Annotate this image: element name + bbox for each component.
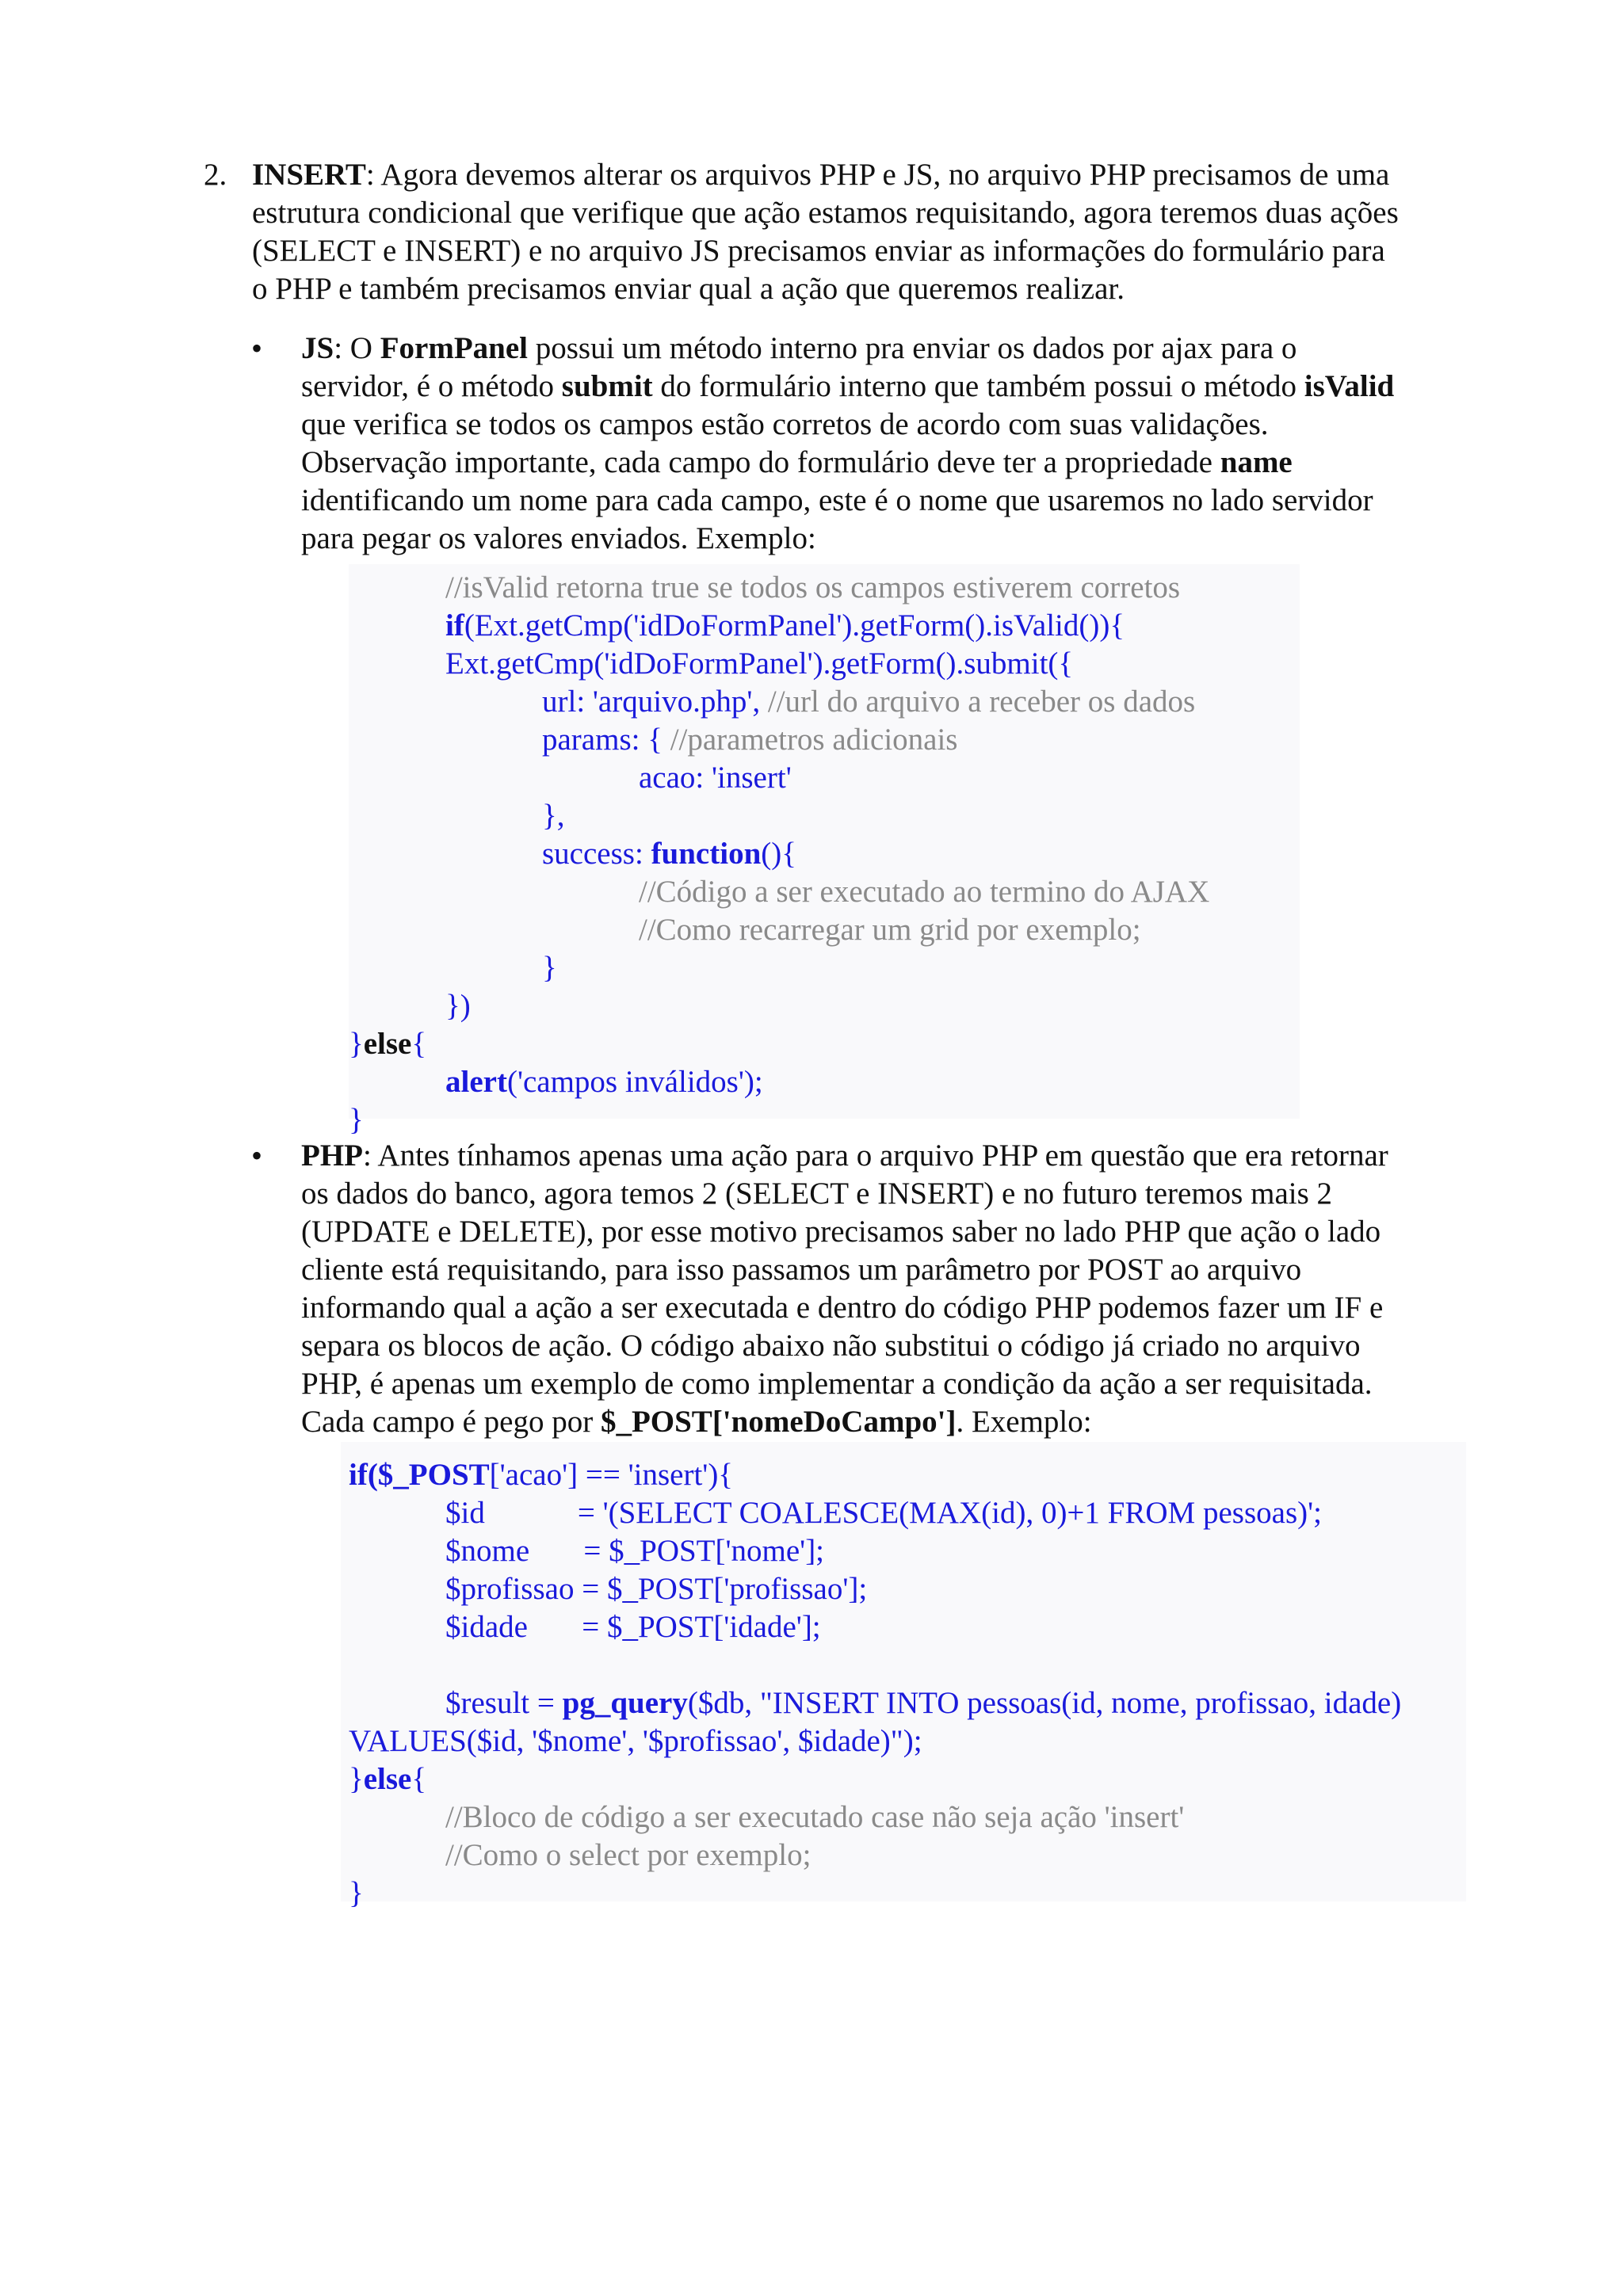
code-line bbox=[542, 721, 957, 759]
code-line: //Como recarregar um grid por exemplo; bbox=[639, 913, 1141, 947]
code-line: $id = '(SELECT COALESCE(MAX(id), 0)+1 FROM pessoas)'; bbox=[445, 1496, 1322, 1530]
text-run-bold: $_POST['nomeDoCampo'] bbox=[600, 1405, 957, 1439]
code-run: } bbox=[349, 1762, 364, 1796]
text-run-bold: submit bbox=[561, 369, 653, 403]
code-run: { bbox=[411, 1027, 427, 1061]
code-line: } bbox=[542, 951, 557, 985]
code-line: } bbox=[349, 1876, 364, 1910]
paragraph-line: os dados do banco, agora temos 2 (SELECT e INSERT) e no futuro teremos mais 2 bbox=[301, 1177, 1333, 1211]
code-line bbox=[542, 683, 1195, 721]
code-line: //Como o select por exemplo; bbox=[445, 1838, 812, 1872]
code-line: //Bloco de código a ser executado case não seja ação 'insert' bbox=[445, 1800, 1185, 1834]
text-run: servidor, é o método bbox=[301, 369, 562, 403]
code-line: acao: 'insert' bbox=[639, 761, 792, 795]
paragraph-line: (UPDATE e DELETE), por esse motivo precisamos saber no lado PHP que ação o lado bbox=[301, 1215, 1381, 1249]
text-run: : Agora devemos alterar os arquivos PHP e JS, no arquivo PHP precisamos de uma bbox=[365, 158, 1390, 192]
code-line: VALUES($id, '$nome', '$profissao', $idade)"); bbox=[349, 1724, 922, 1758]
text-run: possui um método interno pra enviar os dados por ajax para o bbox=[527, 331, 1297, 365]
code-run: { bbox=[411, 1762, 427, 1796]
paragraph-line: o PHP e também precisamos enviar qual a ação que queremos realizar. bbox=[252, 272, 1125, 306]
code-comment: //url do arquivo a receber os dados bbox=[767, 685, 1196, 719]
code-run: url: 'arquivo.php', bbox=[542, 685, 768, 719]
code-keyword: function bbox=[651, 837, 762, 871]
text-run-bold: name bbox=[1220, 445, 1293, 479]
paragraph-line bbox=[301, 444, 1293, 482]
paragraph-line: para pegar os valores enviados. Exemplo: bbox=[301, 521, 816, 555]
paragraph-line: PHP, é apenas um exemplo de como implementar a condição da ação a ser requisitada. bbox=[301, 1367, 1373, 1401]
code-line: }, bbox=[542, 799, 565, 833]
text-run: Cada campo é pego por bbox=[301, 1405, 601, 1439]
code-keyword: pg_query bbox=[562, 1686, 688, 1720]
text-run: . Exemplo: bbox=[956, 1405, 1092, 1439]
bullet-icon: • bbox=[251, 330, 263, 366]
paragraph-line bbox=[301, 1403, 1092, 1441]
code-line: //isValid retorna true se todos os campos estiverem corretos bbox=[445, 570, 1181, 605]
paragraph-line: estrutura condicional que verifique que ação estamos requisitando, agora teremos duas ações bbox=[252, 196, 1399, 230]
text-run: do formulário interno que também possui o método bbox=[652, 369, 1304, 403]
code-line bbox=[445, 1063, 763, 1101]
list-number: 2. bbox=[204, 158, 227, 192]
code-line: $profissao = $_POST['profissao']; bbox=[445, 1572, 868, 1606]
insert-term: INSERT bbox=[252, 158, 366, 192]
code-line bbox=[349, 1760, 426, 1798]
code-line bbox=[542, 835, 796, 873]
php-term: PHP bbox=[301, 1138, 363, 1173]
code-line bbox=[445, 1684, 1401, 1722]
paragraph-line bbox=[301, 330, 1296, 368]
code-keyword: if bbox=[445, 608, 464, 643]
paragraph-line bbox=[301, 1137, 1388, 1175]
paragraph-line: que verifica se todos os campos estão corretos de acordo com suas validações. bbox=[301, 407, 1269, 441]
code-run: (){ bbox=[761, 837, 796, 871]
code-line bbox=[445, 607, 1125, 645]
code-keyword: else bbox=[363, 1762, 412, 1796]
paragraph-line bbox=[301, 368, 1394, 406]
code-comment: //parametros adicionais bbox=[670, 723, 958, 757]
text-run-bold: FormPanel bbox=[380, 331, 528, 365]
code-keyword: alert bbox=[445, 1065, 507, 1099]
paragraph-line: separa os blocos de ação. O código abaixo não substitui o código já criado no arquivo bbox=[301, 1329, 1361, 1363]
code-line: $nome = $_POST['nome']; bbox=[445, 1534, 825, 1568]
paragraph-line: (SELECT e INSERT) e no arquivo JS precisamos enviar as informações do formulário para bbox=[252, 234, 1385, 268]
bullet-icon: • bbox=[251, 1138, 263, 1173]
code-line: }) bbox=[445, 989, 471, 1023]
paragraph-line: informando qual a ação a ser executada e dentro do código PHP podemos fazer um IF e bbox=[301, 1291, 1384, 1325]
code-line: $idade = $_POST['idade']; bbox=[445, 1610, 821, 1644]
code-line bbox=[349, 1456, 733, 1494]
text-run: Observação importante, cada campo do formulário deve ter a propriedade bbox=[301, 445, 1220, 479]
code-run: } bbox=[349, 1027, 364, 1061]
js-term: JS bbox=[301, 331, 334, 365]
text-run: : Antes tínhamos apenas uma ação para o arquivo PHP em questão que era retornar bbox=[362, 1138, 1388, 1173]
code-line bbox=[349, 1025, 426, 1063]
paragraph-line: cliente está requisitando, para isso passamos um parâmetro por POST ao arquivo bbox=[301, 1253, 1302, 1287]
text-run: : O bbox=[334, 331, 380, 365]
code-keyword: else bbox=[363, 1027, 412, 1061]
code-run: ['acao'] == 'insert'){ bbox=[489, 1458, 734, 1492]
code-run: (Ext.getCmp('idDoFormPanel').getForm().isValid()){ bbox=[464, 608, 1125, 643]
code-run: ($db, "INSERT INTO pessoas(id, nome, profissao, idade) bbox=[687, 1686, 1402, 1720]
text-run-bold: isValid bbox=[1304, 369, 1395, 403]
code-line: } bbox=[349, 1103, 364, 1137]
code-line: //Código a ser executado ao termino do AJAX bbox=[639, 875, 1210, 909]
code-run: success: bbox=[542, 837, 651, 871]
paragraph-line: identificando um nome para cada campo, este é o nome que usaremos no lado servidor bbox=[301, 483, 1373, 517]
paragraph-line bbox=[252, 156, 1389, 194]
code-run: $result = bbox=[445, 1686, 563, 1720]
code-run: ('campos inválidos'); bbox=[506, 1065, 763, 1099]
code-run: params: { bbox=[542, 723, 670, 757]
code-keyword: if($_POST bbox=[349, 1458, 490, 1492]
code-line: Ext.getCmp('idDoFormPanel').getForm().submit({ bbox=[445, 646, 1074, 681]
